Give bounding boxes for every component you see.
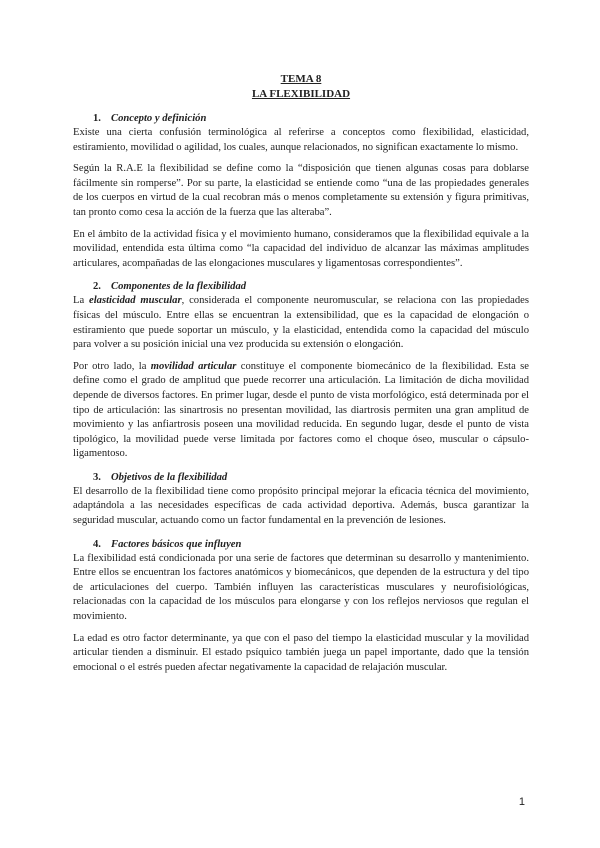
section-heading [73, 538, 529, 552]
section-number: 3. [93, 471, 101, 483]
key-term: movilidad articular [150, 360, 237, 372]
section-number: 4. [93, 538, 101, 550]
section-heading [73, 112, 529, 126]
paragraph [73, 294, 529, 352]
paragraph: La flexibilidad está condicionada por una serie de factores que determinan su desarrollo y mantenimiento. Entre ellos se encuentran los factores anatómicos y biomecánicos, que dependen de la estructura y del tipo de articulaciones del cuerpo. También influyen las características musculares y neurofisiológicas, relacionadas con la capacidad de los músculos para elongarse y con los reflejos nerviosos que regulan el movimiento. [73, 552, 529, 623]
section-heading [73, 280, 529, 294]
paragraph-text: , considerada el componente neuromuscular, se relaciona con las propiedades físicas del músculo. Entre ellas se encuentran la extensibilidad, que es la capacidad de elongación o estiramiento que puede soportar un músculo, y la elasticidad, entendida como la capacidad del músculo para volver a su posición inicial una vez producida su extensión o elongación. [73, 295, 529, 351]
section-title: Objetivos de la flexibilidad [111, 471, 228, 483]
paragraph: Según la R.A.E la flexibilidad se define como la “disposición que tienen algunas cosas para doblarse fácilmente sin romperse”. Por su parte, la elasticidad se entiende como “una de las propiedades generales de los cuerpos en virtud de la cual recobran más o menos completamente su extensión y figura primitivas, tan pronto como cesa la acción de la fuerza que las alteraba”. [73, 163, 529, 218]
paragraph: La edad es otro factor determinante, ya que con el paso del tiempo la elasticidad muscular y la movilidad articular tienden a disminuir. El estado psíquico también juega un papel importante, dado que la tensión emocional o el estrés pueden afectar negativamente la capacidad de relajación muscular. [73, 632, 529, 673]
paragraph-lead: La [73, 295, 90, 307]
paragraph-lead: Por otro lado, la [73, 360, 151, 372]
document-title: LA FLEXIBILIDAD [251, 88, 351, 100]
paragraph [73, 360, 529, 462]
paragraph: El desarrollo de la flexibilidad tiene como propósito principal mejorar la eficacia técnica del movimiento, adaptándola a las necesidades específicas de cada actividad deportiva. Además, busca garantizar la seguridad muscular, actuando como un factor fundamental en la prevención de lesiones. [73, 485, 529, 527]
section-title: Factores básicos que influyen [111, 538, 242, 550]
section-number: 1. [93, 113, 101, 124]
document-page [73, 72, 529, 675]
section-title: Concepto y definición [111, 113, 207, 124]
paragraph-text: constituye el componente biomecánico de la flexibilidad. Esta se define como el grado de amplitud que puede recorrer una articulación. La limitación de dicha movilidad depende de diversos factores. En primer lugar, desde el punto de vista morfológico, está determinada por el tipo de articulación: las sinartrosis no presentan movilidad, las diartrosis permiten una gran amplitud de movimiento y las anfiartrosis poseen una movilidad reducida. En segundo lugar, desde el punto de vista tipológico, la movilidad puede verse limitada por factores como el choque óseo, muscular o cápsulo-ligamentoso. [73, 360, 529, 460]
section-number: 2. [93, 281, 101, 293]
paragraph: Existe una cierta confusión terminológica al referirse a conceptos como flexibilidad, elasticidad, estiramiento, movilidad o agilidad, los cuales, aunque relacionados, no significan exactamente lo mismo. [73, 127, 529, 153]
page-number: 1 [518, 796, 525, 808]
paragraph: En el ámbito de la actividad física y el movimiento humano, consideramos que la flexibilidad equivale a la movilidad, entendida esta última como “la capacidad del individuo de alcanzar las máximas amplitudes articulares, acompañadas de las elongaciones musculares y ligamentosas correspondientes”. [73, 228, 529, 269]
section-title: Componentes de la flexibilidad [111, 281, 247, 293]
section-heading [73, 471, 529, 485]
topic-number: TEMA 8 [280, 73, 322, 85]
key-term: elasticidad muscular [89, 295, 182, 307]
